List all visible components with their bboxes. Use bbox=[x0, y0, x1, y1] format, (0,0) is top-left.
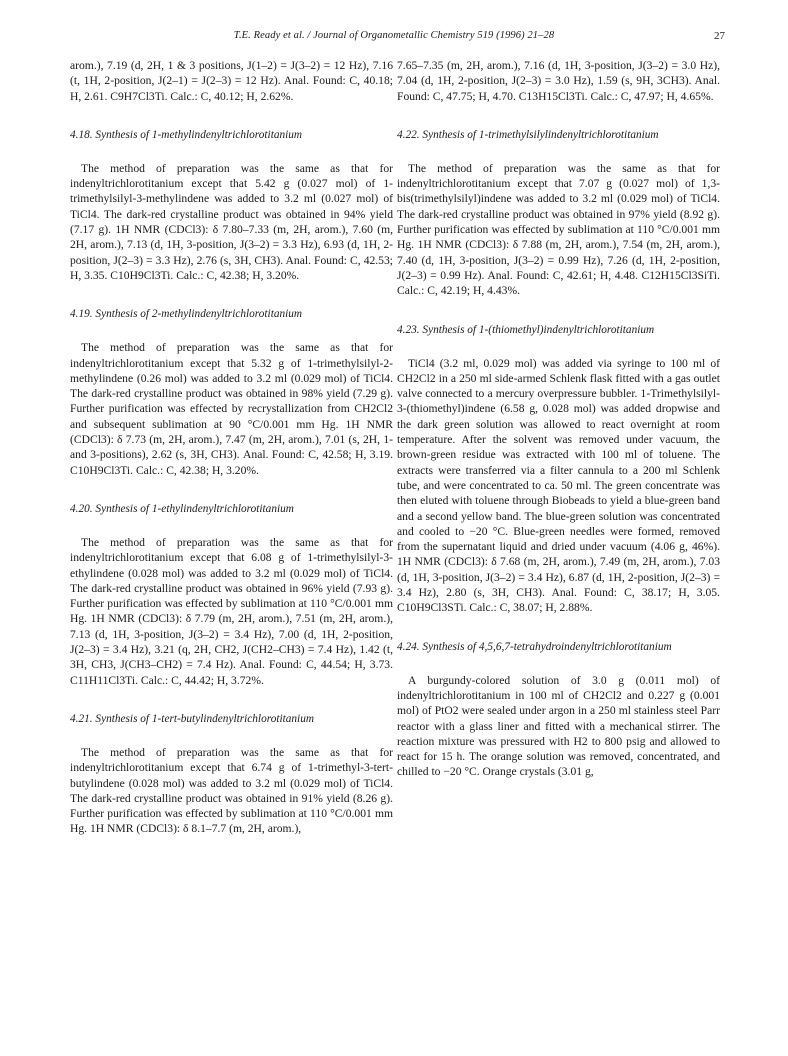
paragraph-4-18: The method of preparation was the same as that for indenyltrichlorotitanium except that 5.42 g (0.027 mol) of 1-trimethylsilyl-3-methylindene was added to 3.2 ml (0.027 mol) of TiCl4. The dark-red crystalline product was obtained in 94% yield (7.17 g). 1H NMR (CDCl3): δ 7.80–7.33 (m, 2H, arom.), 7.60 (m, 2H, arom.), 7.13 (d, 1H, 3-position, J(3–2) = 3.3 Hz), 6.93 (d, 1H, 2-position, J(2–3) = 3.3 Hz), 2.76 (s, 3H, CH3). Anal. Found: C, 42.53; H, 3.35. C10H9Cl3Ti. Calc.: C, 42.38; H, 3.20%. bbox=[70, 161, 393, 282]
paragraph-4-22: The method of preparation was the same as that for indenyltrichlorotitanium except that 7.07 g (0.027 mol) of 1,3-bis(trimethylsilyl)indene was added to 3.2 ml (0.029 mol) of TiCl4. The dark-red crystalline product was obtained in 97% yield (8.92 g). Further purification was effected by sublimation at 110 °C/0.001 mm Hg. 1H NMR (CDCl3): δ 7.88 (m, 2H, arom.), 7.54 (m, 2H, arom.), 7.40 (d, 1H, 3-position, J(3–2) = 0.99 Hz), 7.26 (d, 1H, 2-position, J(2–3) = 0.99 Hz). Anal. Found: C, 42.61; H, 4.48. C12H15Cl3SiTi. Calc.: C, 42.19; H, 4.43%. bbox=[397, 161, 720, 298]
section-heading-4-24: 4.24. Synthesis of 4,5,6,7-tetrahydroindenyltrichlorotitanium bbox=[397, 640, 672, 653]
paragraph-4-20: The method of preparation was the same as that for indenyltrichlorotitanium except that 6.08 g of 1-trimethylsilyl-3-ethylindene (0.028 mol) was added to 3.2 ml (0.029 mol) of TiCl4. The dark-red crystalline product was obtained in 96% yield (7.93 g). Further purification was effected by sublimation at 110 °C/0.001 mm Hg. 1H NMR (CDCl3): δ 7.79 (m, 2H, arom.), 7.51 (m, 2H, arom.), 7.13 (d, 1H, 3-position, J(3–2) = 3.4 Hz), 7.00 (d, 1H, 2-position, J(2–3) = 3.4 Hz), 3.21 (q, 2H, CH2, J(CH2–CH3) = 7.4 Hz), 1.42 (t, 3H, CH3, J(CH3–CH2) = 7.4 Hz). Anal. Found: C, 44.54; H, 3.73. C11H11Cl3Ti. Calc.: C, 44.42; H, 3.72%. bbox=[70, 535, 393, 687]
section-heading-4-20: 4.20. Synthesis of 1-ethylindenyltrichlorotitanium bbox=[70, 502, 294, 515]
paragraph-4-23: TiCl4 (3.2 ml, 0.029 mol) was added via syringe to 100 ml of CH2Cl2 in a 250 ml side-armed Schlenk flask fitted with a gas outlet valve connected to a mercury overpressure bubbler. 1-Trimethylsilyl-3-(thiomethyl)indene (6.58 g, 0.028 mol) was added dropwise and the dark green solution was allowed to react overnight at room temperature. After the solvent was removed under vacuum, the brown-green residue was extracted with 100 ml of toluene. The extracts were transferred via a filter cannula to a 200 ml Schlenk tube, and were concentrated to ca. 50 ml. The green concentrate was then eluted with toluene through Biobeads to yield a blue-green band and a second yellow band. The blue-green solution was concentrated and cooled to −20 °C. Blue-green needles were formed, removed from the supernatant liquid and dried under vacuum (4.06 g, 46%). 1H NMR (CDCl3): δ 7.68 (m, 2H, arom.), 7.49 (m, 2H, arom.), 7.03 (d, 1H, 3-position, J(3–2) = 3.4 Hz), 6.87 (d, 1H, 2-position, J(2–3) = 3.4 Hz), 2.80 (s, 3H, CH3). Anal. Found: C, 38.17; H, 3.05. C10H9Cl3STi. Calc.: C, 38.07; H, 2.88%. bbox=[397, 356, 720, 615]
section-heading-4-22: 4.22. Synthesis of 1-trimethylsilylindenyltrichlorotitanium bbox=[397, 128, 659, 141]
paragraph-continuation: 7.65–7.35 (m, 2H, arom.), 7.16 (d, 1H, 3-position, J(3–2) = 3.0 Hz), 7.04 (d, 1H, 2-position, J(2–3) = 3.0 Hz), 1.59 (s, 9H, 3CH3). Anal. Found: C, 47.75; H, 4.70. C13H15Cl3Ti. Calc.: C, 47.97; H, 4.65%. bbox=[397, 59, 720, 103]
section-heading-4-21: 4.21. Synthesis of 1-tert-butylindenyltrichlorotitanium bbox=[70, 712, 315, 725]
paragraph-4-21: The method of preparation was the same as that for indenyltrichlorotitanium except that 6.74 g of 1-trimethyl-3-tert-butylindene (0.028 mol) was added to 3.2 ml (0.029 mol) of TiCl4. The dark-red crystalline product was obtained in 91% yield (8.26 g). Further purification was effected by sublimation at 110 °C/0.001 mm Hg. 1H NMR (CDCl3): δ 8.1–7.7 (m, 2H, arom.), bbox=[70, 745, 393, 836]
paragraph-continuation: arom.), 7.19 (d, 2H, 1 & 3 positions, J(1–2) = J(3–2) = 12 Hz), 7.16 (t, 1H, 2-position, J(2–1) = J(2–3) = 12 Hz). Anal. Found: C, 40.18; H, 2.61. C9H7Cl3Ti. Calc.: C, 40.12; H, 2.62%. bbox=[70, 59, 393, 103]
running-head: T.E. Ready et al. / Journal of Organometallic Chemistry 519 (1996) 21–28 bbox=[233, 30, 555, 41]
page-number: 27 bbox=[714, 30, 725, 42]
right-column bbox=[397, 58, 720, 780]
section-heading-4-19: 4.19. Synthesis of 2-methylindenyltrichlorotitanium bbox=[70, 308, 303, 321]
section-heading-4-18: 4.18. Synthesis of 1-methylindenyltrichlorotitanium bbox=[70, 128, 303, 141]
paragraph-4-24: A burgundy-colored solution of 3.0 g (0.011 mol) of indenyltrichlorotitanium in 100 ml of CH2Cl2 and 0.227 g (0.001 mol) of PtO2 were sealed under argon in a 250 ml stainless steel Parr reactor with a glass liner and fitted with a mechanical stirrer. The reaction mixture was pressured with H2 to 800 psig and allowed to react for 15 h. The orange solution was removed, concentrated, and chilled to −20 °C. Orange crystals (3.01 g, bbox=[397, 673, 720, 779]
paragraph-4-19: The method of preparation was the same as that for indenyltrichlorotitanium except that 5.32 g of 1-trimethylsilyl-2-methylindene (0.26 mol) was added to 3.2 ml (0.029 mol) of TiCl4. The dark-red crystalline product was obtained in 98% yield (7.29 g). Further purification was effected by recrystallization from CH2Cl2 and subsequent sublimation at 90 °C/0.001 mm Hg. 1H NMR (CDCl3): δ 7.73 (m, 2H, arom.), 7.47 (m, 2H, arom.), 7.01 (s, 2H, 1- and 3-positions), 2.62 (s, 3H, CH3). Anal. Found: C, 42.58; H, 3.19. C10H9Cl3Ti. Calc.: C, 42.38; H, 3.20%. bbox=[70, 341, 393, 477]
section-heading-4-23: 4.23. Synthesis of 1-(thiomethyl)indenyltrichlorotitanium bbox=[397, 323, 655, 336]
left-column bbox=[70, 58, 393, 837]
